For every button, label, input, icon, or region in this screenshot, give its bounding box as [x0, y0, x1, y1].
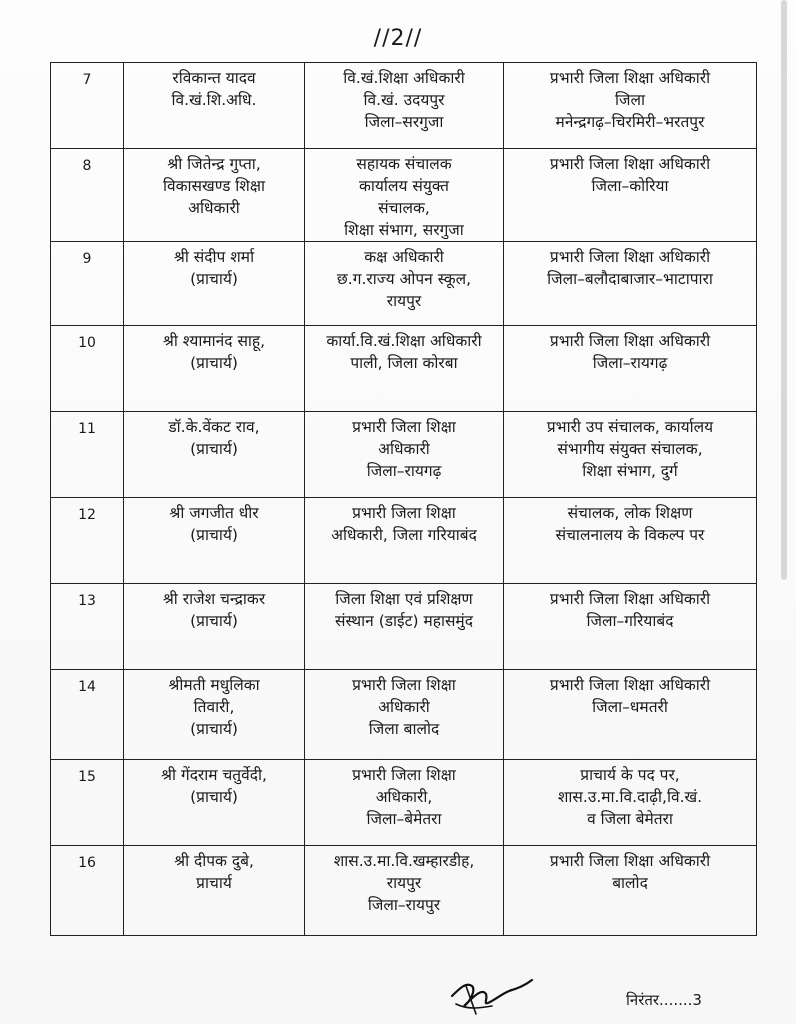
- new-posting-line: प्राचार्य के पद पर,: [580, 766, 680, 784]
- officer-name-cell: [124, 846, 305, 936]
- table-row: [51, 149, 757, 242]
- officer-name-cell: [124, 412, 305, 498]
- current-posting-line: अधिकारी: [378, 698, 430, 716]
- current-posting-cell: [305, 498, 504, 584]
- officer-name-line: श्री गेंदराम चतुर्वेदी,: [161, 766, 267, 784]
- current-posting-cell: [305, 846, 504, 936]
- serial-number: 7: [51, 63, 124, 149]
- officer-name-line: (प्राचार्य): [190, 526, 238, 544]
- officer-name-line: श्री जगजीत धीर: [169, 504, 259, 522]
- current-posting-line: छ.ग.राज्य ओपन स्कूल,: [336, 270, 472, 288]
- current-posting-line: कार्या.वि.खं.शिक्षा अधिकारी: [326, 332, 482, 350]
- current-posting-cell: [305, 670, 504, 760]
- serial-number: 11: [51, 412, 124, 498]
- officer-name-cell: [124, 149, 305, 242]
- table-row: [51, 242, 757, 326]
- new-posting-line: प्रभारी जिला शिक्षा अधिकारी: [549, 248, 711, 266]
- officer-name-line: (प्राचार्य): [190, 788, 238, 806]
- new-posting-cell: [504, 326, 757, 412]
- new-posting-line: जिला–कोरिया: [591, 177, 669, 195]
- officer-name-line: रविकान्त यादव: [172, 69, 256, 87]
- new-posting-line: जिला–बलौदाबाजार–भाटापारा: [547, 270, 713, 288]
- current-posting-cell: [305, 584, 504, 670]
- officer-name-line: तिवारी,: [193, 698, 235, 716]
- officer-name-cell: [124, 326, 305, 412]
- new-posting-cell: [504, 242, 757, 326]
- new-posting-line: जिला: [614, 91, 646, 109]
- page-number-header: //2//: [373, 26, 423, 51]
- officer-name-line: श्री राजेश चन्द्राकर: [162, 590, 266, 608]
- table-row: [51, 326, 757, 412]
- new-posting-cell: [504, 149, 757, 242]
- officer-name-line: (प्राचार्य): [190, 440, 238, 458]
- current-posting-line: कक्ष अधिकारी: [364, 248, 444, 266]
- current-posting-line: जिला–रायपुर: [367, 896, 441, 914]
- current-posting-line: जिला–बेमेतरा: [366, 810, 442, 828]
- current-posting-line: कार्यालय संयुक्त: [359, 177, 449, 195]
- current-posting-line: सहायक संचालक: [356, 155, 452, 173]
- current-posting-line: जिला–सरगुजा: [364, 113, 444, 131]
- serial-number: 15: [51, 760, 124, 846]
- officer-name-line: श्री संदीप शर्मा: [173, 248, 255, 266]
- new-posting-cell: [504, 63, 757, 149]
- officer-name-cell: [124, 63, 305, 149]
- serial-number: 13: [51, 584, 124, 670]
- current-posting-line: रायपुर: [386, 874, 422, 892]
- current-posting-cell: [305, 63, 504, 149]
- current-posting-line: संचालक,: [378, 199, 430, 217]
- transfer-table-body: [51, 63, 757, 936]
- new-posting-line: मनेन्द्रगढ़–चिरमिरी–भरतपुर: [555, 113, 705, 131]
- new-posting-line: प्रभारी जिला शिक्षा अधिकारी: [549, 590, 711, 608]
- current-posting-line: शिक्षा संभाग, सरगुजा: [344, 221, 464, 239]
- table-row: [51, 63, 757, 149]
- current-posting-line: रायपुर: [386, 292, 422, 310]
- current-posting-line: वि.खं.शिक्षा अधिकारी: [343, 69, 465, 87]
- table-row: [51, 760, 757, 846]
- new-posting-cell: [504, 584, 757, 670]
- new-posting-cell: [504, 670, 757, 760]
- officer-name-cell: [124, 760, 305, 846]
- new-posting-line: प्रभारी जिला शिक्षा अधिकारी: [549, 852, 711, 870]
- officer-name-line: (प्राचार्य): [190, 354, 238, 372]
- table-row: [51, 584, 757, 670]
- officer-name-line: श्रीमती मधुलिका: [168, 676, 260, 694]
- new-posting-line: बालोद: [612, 874, 648, 892]
- new-posting-line: संचालनालय के विकल्प पर: [555, 526, 705, 544]
- continued-footer: निरंतर.......3: [626, 991, 702, 1009]
- officer-name-line: वि.खं.शि.अधि.: [171, 91, 257, 109]
- new-posting-line: प्रभारी जिला शिक्षा अधिकारी: [549, 69, 711, 87]
- officer-name-line: श्री जितेन्द्र गुप्ता,: [167, 155, 261, 173]
- table-row: [51, 670, 757, 760]
- new-posting-line: प्रभारी जिला शिक्षा अधिकारी: [549, 332, 711, 350]
- new-posting-line: संचालक, लोक शिक्षण: [567, 504, 693, 522]
- signature-mark: [446, 966, 536, 1018]
- serial-number: 9: [51, 242, 124, 326]
- current-posting-line: प्रभारी जिला शिक्षा: [352, 676, 456, 694]
- new-posting-line: शिक्षा संभाग, दुर्ग: [582, 462, 678, 480]
- officer-name-line: (प्राचार्य): [190, 270, 238, 288]
- table-row: [51, 412, 757, 498]
- current-posting-line: शास.उ.मा.वि.खम्हारडीह,: [333, 852, 475, 870]
- officer-name-line: डॉ.के.वेंकट राव,: [168, 418, 260, 436]
- current-posting-line: प्रभारी जिला शिक्षा: [352, 766, 456, 784]
- new-posting-line: शास.उ.मा.वि.दाढ़ी,वि.खं.: [557, 788, 703, 806]
- current-posting-line: प्रभारी जिला शिक्षा: [352, 418, 456, 436]
- officer-name-line: श्री श्यामानंद साहू,: [162, 332, 266, 350]
- new-posting-cell: [504, 498, 757, 584]
- new-posting-line: प्रभारी जिला शिक्षा अधिकारी: [549, 155, 711, 173]
- new-posting-cell: [504, 846, 757, 936]
- current-posting-line: प्रभारी जिला शिक्षा: [352, 504, 456, 522]
- officer-name-line: अधिकारी: [188, 199, 240, 217]
- table-row: [51, 498, 757, 584]
- new-posting-line: प्रभारी उप संचालक, कार्यालय: [546, 418, 714, 436]
- current-posting-line: अधिकारी,: [375, 788, 433, 806]
- officer-name-cell: [124, 498, 305, 584]
- new-posting-cell: [504, 412, 757, 498]
- serial-number: 12: [51, 498, 124, 584]
- officer-name-line: विकासखण्ड शिक्षा: [163, 177, 265, 195]
- current-posting-cell: [305, 760, 504, 846]
- new-posting-line: संभागीय संयुक्त संचालक,: [557, 440, 703, 458]
- new-posting-line: व जिला बेमेतरा: [587, 810, 673, 828]
- officer-name-line: प्राचार्य: [196, 874, 232, 892]
- current-posting-line: जिला शिक्षा एवं प्रशिक्षण: [335, 590, 473, 608]
- new-posting-line: जिला–गरियाबंद: [586, 612, 674, 630]
- officer-name-cell: [124, 670, 305, 760]
- serial-number: 10: [51, 326, 124, 412]
- officer-name-line: श्री दीपक दुबे,: [174, 852, 254, 870]
- new-posting-cell: [504, 760, 757, 846]
- new-posting-line: जिला–रायगढ़: [592, 354, 668, 372]
- current-posting-line: अधिकारी, जिला गरियाबंद: [331, 526, 477, 544]
- current-posting-line: संस्थान (डाईट) महासमुंद: [335, 612, 473, 630]
- officer-name-cell: [124, 242, 305, 326]
- current-posting-line: वि.खं. उदयपुर: [363, 91, 445, 109]
- current-posting-line: जिला बालोद: [368, 720, 440, 738]
- officer-name-line: (प्राचार्य): [190, 612, 238, 630]
- new-posting-line: जिला–धमतरी: [592, 698, 668, 716]
- current-posting-cell: [305, 326, 504, 412]
- current-posting-line: पाली, जिला कोरबा: [350, 354, 458, 372]
- table-row: [51, 846, 757, 936]
- current-posting-cell: [305, 149, 504, 242]
- officer-name-cell: [124, 584, 305, 670]
- current-posting-cell: [305, 242, 504, 326]
- serial-number: 14: [51, 670, 124, 760]
- scrollbar-thumb[interactable]: [781, 0, 787, 580]
- new-posting-line: प्रभारी जिला शिक्षा अधिकारी: [549, 676, 711, 694]
- current-posting-line: जिला–रायगढ़: [366, 462, 442, 480]
- officer-name-line: (प्राचार्य): [190, 720, 238, 738]
- serial-number: 16: [51, 846, 124, 936]
- current-posting-cell: [305, 412, 504, 498]
- current-posting-line: अधिकारी: [378, 440, 430, 458]
- serial-number: 8: [51, 149, 124, 242]
- transfer-table: [50, 62, 757, 936]
